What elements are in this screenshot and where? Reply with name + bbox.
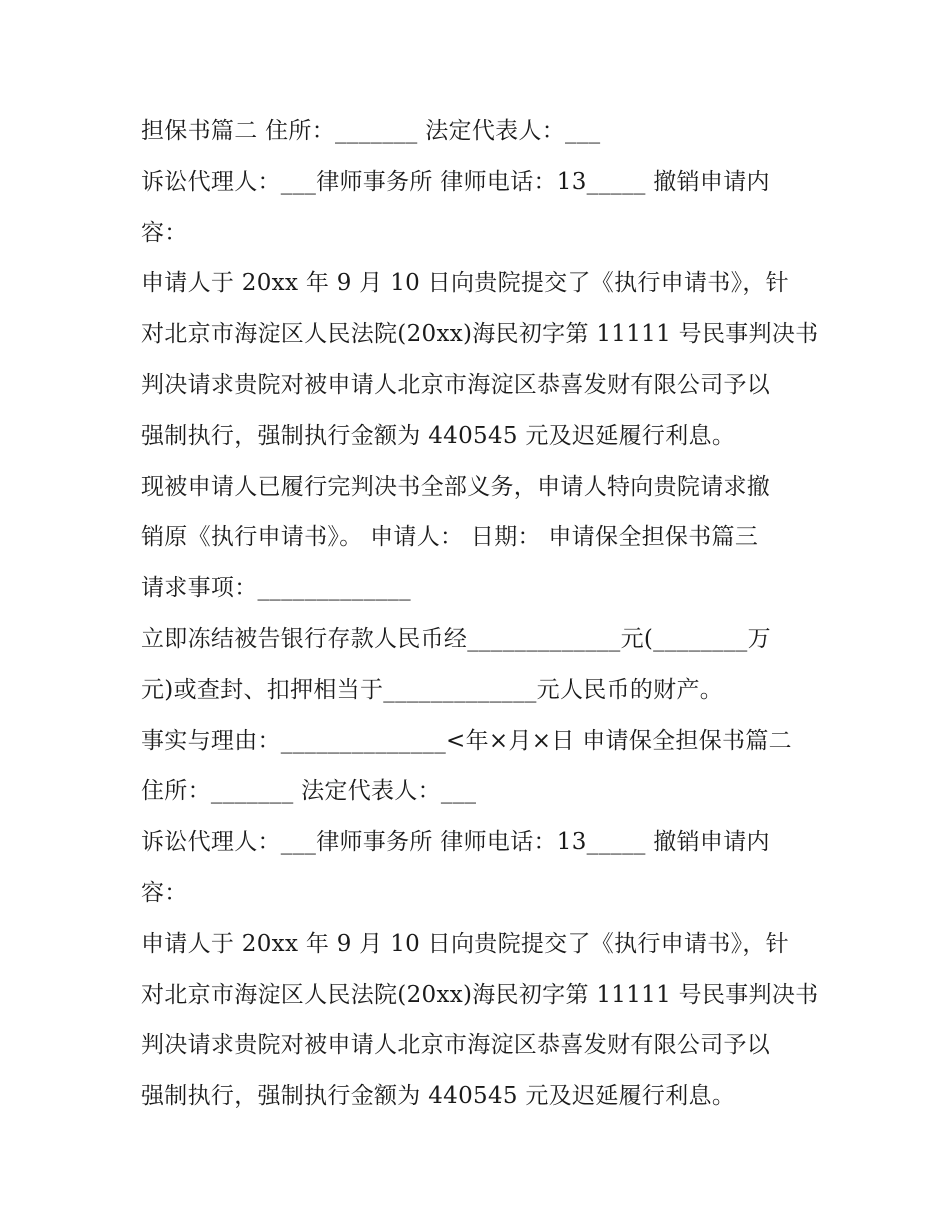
- text-line: 诉讼代理人：___律师事务所 律师电话：13_____ 撤销申请内: [141, 829, 770, 856]
- document-body: [141, 106, 821, 1122]
- text-line: 容：: [141, 219, 188, 246]
- text-line: 强制执行，强制执行金额为 440545 元及迟延履行利息。: [141, 422, 736, 449]
- text-line: 现被申请人已履行完判决书全部义务，申请人特向贵院请求撤: [141, 473, 771, 500]
- text-line: 诉讼代理人：___律师事务所 律师电话：13_____ 撤销申请内: [141, 168, 770, 195]
- text-line: 事实与理由：______________<年×月×日 申请保全担保书篇二: [141, 727, 792, 754]
- text-line: 对北京市海淀区人民法院(20xx)海民初字第 11111 号民事判决书: [141, 321, 819, 348]
- text-line: 申请人于 20xx 年 9 月 10 日向贵院提交了《执行申请书》，针: [141, 930, 789, 957]
- text-line: 判决请求贵院对被申请人北京市海淀区恭喜发财有限公司予以: [141, 1032, 771, 1059]
- text-line: 请求事项：_____________: [141, 575, 411, 602]
- text-line: 对北京市海淀区人民法院(20xx)海民初字第 11111 号民事判决书: [141, 981, 819, 1008]
- text-line: 容：: [141, 879, 188, 906]
- text-line: 强制执行，强制执行金额为 440545 元及迟延履行利息。: [141, 1083, 736, 1110]
- text-line: 立即冻结被告银行存款人民币经_____________元(________万: [141, 625, 771, 652]
- text-line: 申请人于 20xx 年 9 月 10 日向贵院提交了《执行申请书》，针: [141, 270, 789, 297]
- text-line: 元)或查封、扣押相当于_____________元人民币的财产。: [141, 676, 724, 703]
- text-line: 担保书篇二 住所：_______ 法定代表人：___: [141, 118, 601, 144]
- text-line: 判决请求贵院对被申请人北京市海淀区恭喜发财有限公司予以: [141, 371, 771, 398]
- text-line: 销原《执行申请书》。 申请人： 日期： 申请保全担保书篇三: [141, 524, 759, 551]
- text-line: 住所：_______ 法定代表人：___: [141, 778, 477, 805]
